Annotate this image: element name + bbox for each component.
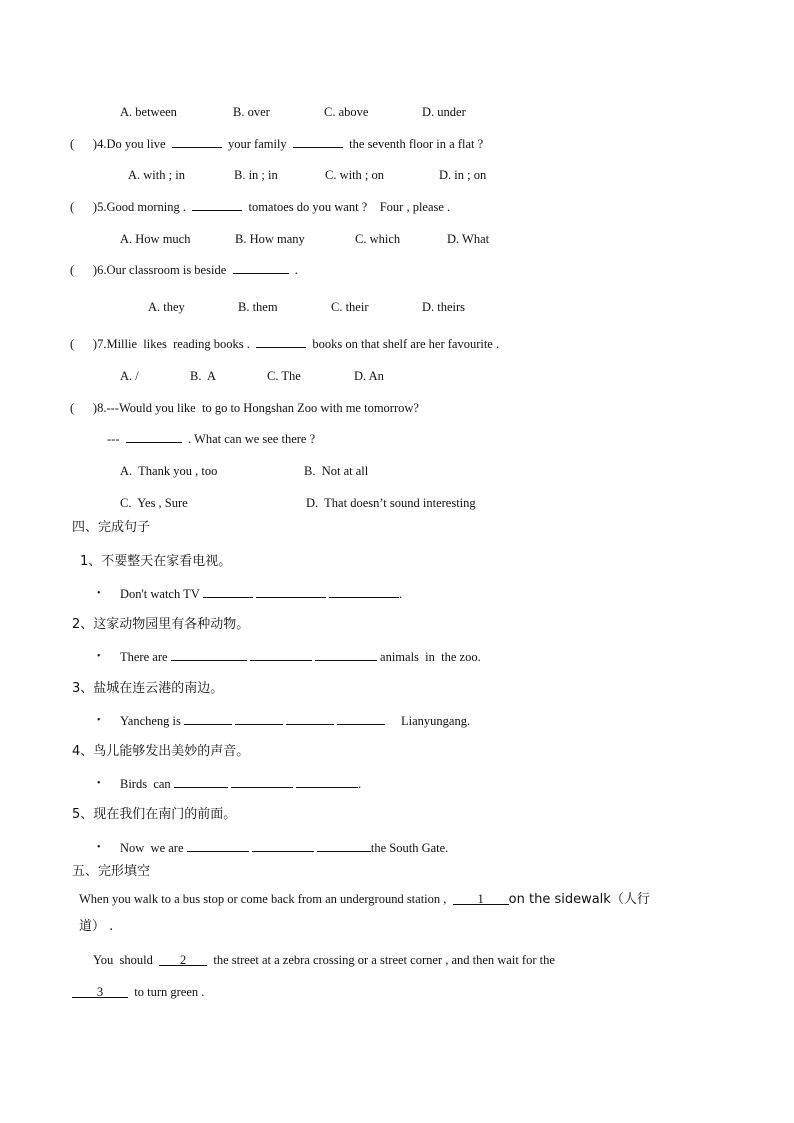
question-text: Millie likes reading books . [106, 337, 250, 351]
s4-item-4-chinese: 4、鸟儿能够发出美妙的声音。 [72, 744, 250, 759]
q6-option-b: B. them [238, 300, 278, 314]
cloze-blank-3[interactable]: 3 [72, 986, 128, 998]
sentence-text: . [358, 777, 362, 791]
answer-blank[interactable] [233, 262, 289, 274]
q3-option-c: C. above [324, 105, 369, 119]
question-text: tomatoes do you want ? Four , please . [248, 200, 451, 214]
answer-blank[interactable] [231, 776, 293, 788]
answer-blank[interactable] [187, 840, 249, 852]
answer-blank[interactable] [329, 586, 399, 598]
s4-item-2-english [120, 649, 481, 665]
answer-blank[interactable] [203, 586, 253, 598]
question-text: Our classroom is beside [106, 263, 227, 277]
answer-blank[interactable] [286, 713, 334, 725]
bullet-icon: • [97, 651, 101, 662]
question-text: . What can we see there ? [188, 432, 316, 446]
paren-open: ( [70, 263, 75, 277]
s4-item-3-chinese: 3、盐城在连云港的南边。 [72, 681, 224, 696]
paren-open: ( [70, 137, 75, 151]
question-number: 4. [97, 137, 107, 151]
s4-item-5-chinese: 5、现在我们在南门的前面。 [72, 807, 237, 822]
question-text: ---Would you like to go to Hongshan Zoo with me tomorrow? [106, 401, 419, 415]
q3-option-b: B. over [233, 105, 270, 119]
q8-option-b: B. Not at all [304, 464, 369, 478]
question-text: the seventh floor in a flat ? [349, 137, 484, 151]
question-4 [70, 136, 483, 152]
q7-option-d: D. An [354, 369, 384, 383]
answer-blank[interactable] [252, 840, 314, 852]
s4-item-1-english [120, 586, 402, 602]
answer-blank[interactable] [296, 776, 358, 788]
sentence-text: Lianyungang. [401, 714, 471, 728]
cloze-blank-2[interactable]: 2 [159, 954, 207, 966]
q6-option-d: D. theirs [422, 300, 466, 314]
question-8-reply [107, 431, 315, 447]
paren-close: ) [92, 337, 98, 351]
cloze-line-1-cont: 道） . [79, 919, 114, 934]
answer-blank[interactable] [317, 840, 371, 852]
answer-blank[interactable] [184, 713, 232, 725]
cloze-blank-1[interactable]: 1 [453, 893, 509, 905]
cloze-line-1 [79, 891, 650, 908]
s4-item-4-english [120, 776, 361, 792]
q7-option-a: A. / [120, 369, 139, 383]
question-6 [70, 262, 298, 278]
answer-blank[interactable] [172, 136, 222, 148]
question-5 [70, 199, 450, 215]
sentence-text: Now we are [120, 841, 184, 855]
passage-text: When you walk to a bus stop or come back from an underground station , [79, 892, 447, 906]
q4-option-b: B. in ; in [234, 168, 278, 182]
answer-blank[interactable] [337, 713, 385, 725]
question-8 [70, 400, 419, 416]
q7-option-c: C. The [267, 369, 301, 383]
question-text: . [294, 263, 298, 277]
q8-option-d: D. That doesn’t sound interesting [306, 496, 476, 510]
sentence-text: Birds can [120, 777, 171, 791]
section-4-title: 四、完成句子 [72, 520, 151, 535]
q3-option-a: A. between [120, 105, 177, 119]
q5-option-a: A. How much [120, 232, 191, 246]
s4-item-1-chinese: 1、不要整天在家看电视。 [80, 554, 232, 569]
passage-text: on the sidewalk（人行 [508, 892, 650, 907]
passage-text: the street at a zebra crossing or a street corner , and then wait for the [213, 953, 555, 967]
section-5-title: 五、完形填空 [72, 864, 151, 879]
sentence-text: . [398, 587, 403, 601]
cloze-line-2 [93, 952, 555, 968]
answer-blank[interactable] [250, 649, 312, 661]
cloze-line-3 [72, 984, 204, 1000]
q5-option-c: C. which [355, 232, 401, 246]
paren-close: ) [92, 137, 98, 151]
sentence-text: the South Gate. [370, 841, 449, 855]
sentence-text: Yancheng is [120, 714, 181, 728]
q8-option-c: C. Yes , Sure [120, 496, 188, 510]
question-text: books on that shelf are her favourite . [312, 337, 500, 351]
answer-blank[interactable] [171, 649, 247, 661]
answer-blank[interactable] [192, 199, 242, 211]
q4-option-a: A. with ; in [128, 168, 185, 182]
question-7 [70, 336, 499, 352]
q5-option-d: D. What [447, 232, 490, 246]
dialogue-dash: --- [107, 432, 120, 446]
q6-option-c: C. their [331, 300, 369, 314]
s4-item-2-chinese: 2、这家动物园里有各种动物。 [72, 617, 250, 632]
bullet-icon: • [97, 588, 101, 599]
paren-close: ) [92, 263, 98, 277]
paren-open: ( [70, 200, 75, 214]
q4-option-d: D. in ; on [439, 168, 487, 182]
answer-blank[interactable] [293, 136, 343, 148]
q4-option-c: C. with ; on [325, 168, 385, 182]
question-number: 8. [97, 401, 107, 415]
question-text: Good morning . [106, 200, 186, 214]
q8-option-a: A. Thank you , too [120, 464, 218, 478]
answer-blank[interactable] [315, 649, 377, 661]
bullet-icon: • [97, 778, 101, 789]
question-text: your family [228, 137, 287, 151]
answer-blank[interactable] [174, 776, 228, 788]
paren-open: ( [70, 337, 75, 351]
bullet-icon: • [97, 715, 101, 726]
passage-text: You should [93, 953, 153, 967]
question-number: 5. [97, 200, 107, 214]
sentence-text: Don't watch TV [120, 587, 200, 601]
q5-option-b: B. How many [235, 232, 305, 246]
bullet-icon: • [97, 842, 101, 853]
sentence-text: There are [120, 650, 168, 664]
question-text: Do you live [106, 137, 166, 151]
q6-option-a: A. they [148, 300, 185, 314]
s4-item-5-english [120, 840, 448, 856]
q3-option-d: D. under [422, 105, 466, 119]
paren-close: ) [92, 401, 98, 415]
paren-open: ( [70, 401, 75, 415]
question-number: 6. [97, 263, 107, 277]
question-number: 7. [97, 337, 107, 351]
answer-blank[interactable] [256, 586, 326, 598]
q7-option-b: B. A [190, 369, 217, 383]
sentence-text: animals in the zoo. [380, 650, 481, 664]
s4-item-3-english [120, 713, 470, 729]
answer-blank[interactable] [126, 431, 182, 443]
passage-text: to turn green . [134, 985, 205, 999]
answer-blank[interactable] [235, 713, 283, 725]
answer-blank[interactable] [256, 336, 306, 348]
paren-close: ) [92, 200, 98, 214]
